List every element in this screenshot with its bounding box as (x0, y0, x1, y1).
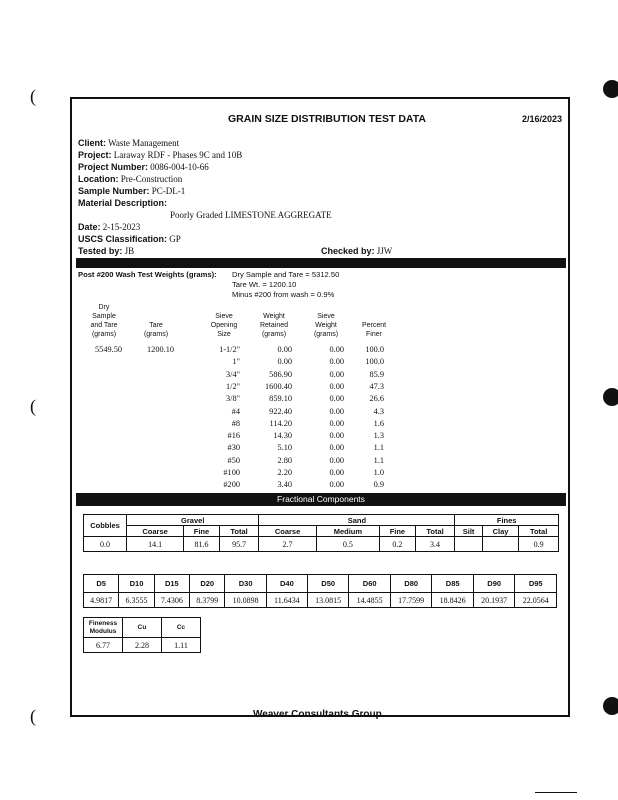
footer-line-right (390, 716, 454, 717)
header-dry-sample: Dry Sample and Tare (grams) (90, 304, 118, 338)
fractional-subheader: Fine (380, 526, 416, 537)
fractional-value: 0.0 (84, 537, 127, 552)
sieve-weight: 0.00 (329, 431, 344, 441)
wash-line-2: Tare Wt. = 1200.10 (232, 280, 297, 289)
sieve-weight: 0.00 (329, 394, 344, 404)
sample-number-line: Sample Number: PC-DL-1 (78, 186, 186, 196)
checked-by-line: Checked by: JJW (321, 246, 393, 256)
fractional-value: 3.4 (415, 537, 455, 552)
material-description: Poorly Graded LIMESTONE AGGREGATE (170, 210, 332, 220)
d-value: 13.0815 (307, 593, 349, 608)
wash-label: Post #200 Wash Test Weights (grams): (78, 270, 217, 279)
weight-retained: 1600.40 (265, 381, 292, 391)
dry-sample-value: 5549.50 (95, 345, 122, 354)
d-value-label: D60 (349, 575, 391, 593)
d-value-label: D95 (515, 575, 557, 593)
header-weight-retained: Weight Retained (grams) (259, 313, 289, 338)
wash-line-1: Dry Sample and Tare = 5312.50 (232, 270, 340, 279)
fractional-subheader: Fine (184, 526, 220, 537)
fractional-subheader: Total (219, 526, 259, 537)
percent-finer: 0.9 (373, 480, 384, 490)
percent-finer: 1.1 (373, 443, 384, 453)
sieve-size: #50 (227, 455, 240, 465)
material-label: Material Description: (78, 198, 168, 208)
header-percent-finer: Percent Finer (361, 322, 387, 338)
weight-retained: 2.20 (277, 468, 292, 477)
section-divider (76, 258, 566, 268)
scan-mark: ( (30, 396, 36, 416)
sieve-weight: 0.00 (329, 418, 344, 428)
sieve-weight: 0.00 (329, 406, 344, 416)
fractional-value (455, 537, 482, 552)
fractional-components-banner: Fractional Components (76, 493, 566, 506)
sieve-weight: 0.00 (329, 443, 344, 453)
sieve-size: #8 (231, 418, 240, 428)
scan-mark: ( (30, 86, 36, 106)
modulus-value: 2.28 (123, 638, 162, 653)
binder-hole-top (603, 80, 618, 98)
sieve-weight: 0.00 (329, 455, 344, 465)
d-value: 8.3799 (190, 593, 225, 608)
weight-retained: 859.10 (269, 394, 292, 404)
percent-finer: 100.0 (365, 345, 384, 354)
sieve-size: #4 (231, 406, 240, 416)
tested-by-line: Tested by: JB (78, 246, 135, 256)
header-gravel: Gravel (127, 515, 259, 526)
header-sand: Sand (259, 515, 455, 526)
d-value-label: D15 (154, 575, 189, 593)
modulus-value-row (84, 638, 201, 653)
location-line: Location: Pre-Construction (78, 174, 183, 184)
project-number-line: Project Number: 0086-004-10-66 (78, 162, 209, 172)
weight-retained: 0.00 (277, 357, 292, 367)
uscs-line: USCS Classification: GP (78, 234, 181, 244)
fractional-value: 2.7 (259, 537, 316, 552)
d-value: 7.4306 (154, 593, 189, 608)
modulus-value: 6.77 (84, 638, 123, 653)
sieve-size: #16 (227, 431, 240, 441)
header-fines: Fines (455, 515, 559, 526)
fractional-value: 0.9 (519, 537, 559, 552)
fractional-subheader: Total (519, 526, 559, 537)
d-value-label: D50 (307, 575, 349, 593)
date-line: Date: 2-15-2023 (78, 222, 141, 232)
modulus-table (83, 617, 201, 653)
d-value-label: D90 (473, 575, 515, 593)
fractional-subheader: Clay (482, 526, 518, 537)
weight-retained: 0.00 (277, 345, 292, 354)
fractional-subheader: Medium (316, 526, 379, 537)
fractional-value: 0.5 (316, 537, 379, 552)
percent-finer: 47.3 (369, 381, 384, 391)
fractional-value: 14.1 (127, 537, 184, 552)
sieve-weight: 0.00 (329, 357, 344, 367)
header-sieve-opening: Sieve Opening Size (210, 313, 238, 338)
report-date: 2/16/2023 (522, 114, 563, 124)
fractional-table (83, 514, 559, 552)
binder-hole-bottom (603, 697, 618, 715)
d-value-label: D20 (190, 575, 225, 593)
sieve-weight: 0.00 (329, 468, 344, 477)
d-value: 11.6434 (266, 593, 307, 608)
sieve-weight: 0.00 (329, 480, 344, 490)
weight-retained: 5.10 (277, 443, 292, 453)
sieve-size: 1-1/2" (219, 345, 240, 354)
modulus-label: Cu (123, 618, 162, 638)
d-value: 4.9817 (84, 593, 119, 608)
d-value-label: D10 (119, 575, 154, 593)
fractional-subheader: Coarse (127, 526, 184, 537)
scan-line (535, 792, 577, 793)
modulus-header-row (84, 618, 201, 638)
sieve-weight: 0.00 (329, 381, 344, 391)
percent-finer: 100.0 (365, 357, 384, 367)
header-sieve-weight: Sieve Weight (grams) (313, 313, 339, 338)
d-value: 14.4855 (349, 593, 391, 608)
fractional-subheader-row (84, 526, 559, 537)
fractional-subheader: Total (415, 526, 455, 537)
percent-finer: 1.3 (373, 431, 384, 441)
header-tare: Tare (grams) (143, 322, 169, 338)
sieve-weight: 0.00 (329, 345, 344, 354)
percent-finer: 85.9 (369, 369, 384, 379)
sieve-size: #30 (227, 443, 240, 453)
d-value-label: D30 (225, 575, 267, 593)
d-value: 20.1937 (473, 593, 515, 608)
d-value: 17.7599 (390, 593, 432, 608)
fractional-subheader: Silt (455, 526, 482, 537)
fractional-value-row (84, 537, 559, 552)
sieve-size: 3/4" (226, 369, 240, 379)
tare-value: 1200.10 (147, 345, 174, 354)
d-values-header-row (84, 575, 557, 593)
project-line: Project: Laraway RDF - Phases 9C and 10B (78, 150, 243, 160)
d-value: 22.0564 (515, 593, 557, 608)
footer-company: Weaver Consultants Group (253, 709, 382, 720)
d-value-label: D85 (432, 575, 474, 593)
weight-retained: 2.80 (277, 455, 292, 465)
fractional-value: 95.7 (219, 537, 259, 552)
wash-line-3: Minus #200 from wash = 0.9% (232, 290, 335, 299)
d-value-label: D5 (84, 575, 119, 593)
d-values-value-row (84, 593, 557, 608)
fractional-value (482, 537, 518, 552)
page-title: GRAIN SIZE DISTRIBUTION TEST DATA (228, 113, 426, 125)
sieve-size: #200 (223, 480, 240, 490)
fractional-value: 0.2 (380, 537, 416, 552)
percent-finer: 1.0 (373, 468, 384, 477)
weight-retained: 586.90 (269, 369, 292, 379)
weight-retained: 3.40 (277, 480, 292, 490)
percent-finer: 1.6 (373, 418, 384, 428)
footer-line-left (184, 716, 248, 717)
d-value: 6.3555 (119, 593, 154, 608)
fractional-subheader: Coarse (259, 526, 316, 537)
modulus-label: Cc (162, 618, 201, 638)
percent-finer: 26.6 (369, 394, 384, 404)
client-line: Client: Waste Management (78, 138, 180, 148)
weight-retained: 922.40 (269, 406, 292, 416)
header-cobbles: Cobbles (84, 515, 127, 537)
sieve-size: #100 (223, 468, 240, 477)
modulus-value: 1.11 (162, 638, 201, 653)
percent-finer: 1.1 (373, 455, 384, 465)
weight-retained: 14.30 (273, 431, 292, 441)
d-value-label: D80 (390, 575, 432, 593)
scan-mark: ( (30, 706, 36, 726)
d-values-table (83, 574, 557, 608)
percent-finer: 4.3 (373, 406, 384, 416)
d-value: 10.0898 (225, 593, 267, 608)
fractional-value: 81.6 (184, 537, 220, 552)
d-value-label: D40 (266, 575, 307, 593)
sieve-size: 1" (232, 357, 240, 367)
d-value: 18.8426 (432, 593, 474, 608)
sieve-weight: 0.00 (329, 369, 344, 379)
modulus-label: Fineness Modulus (84, 618, 123, 638)
binder-hole-middle (603, 388, 618, 406)
sieve-size: 3/8" (226, 394, 240, 404)
weight-retained: 114.20 (269, 418, 292, 428)
sieve-size: 1/2" (226, 381, 240, 391)
